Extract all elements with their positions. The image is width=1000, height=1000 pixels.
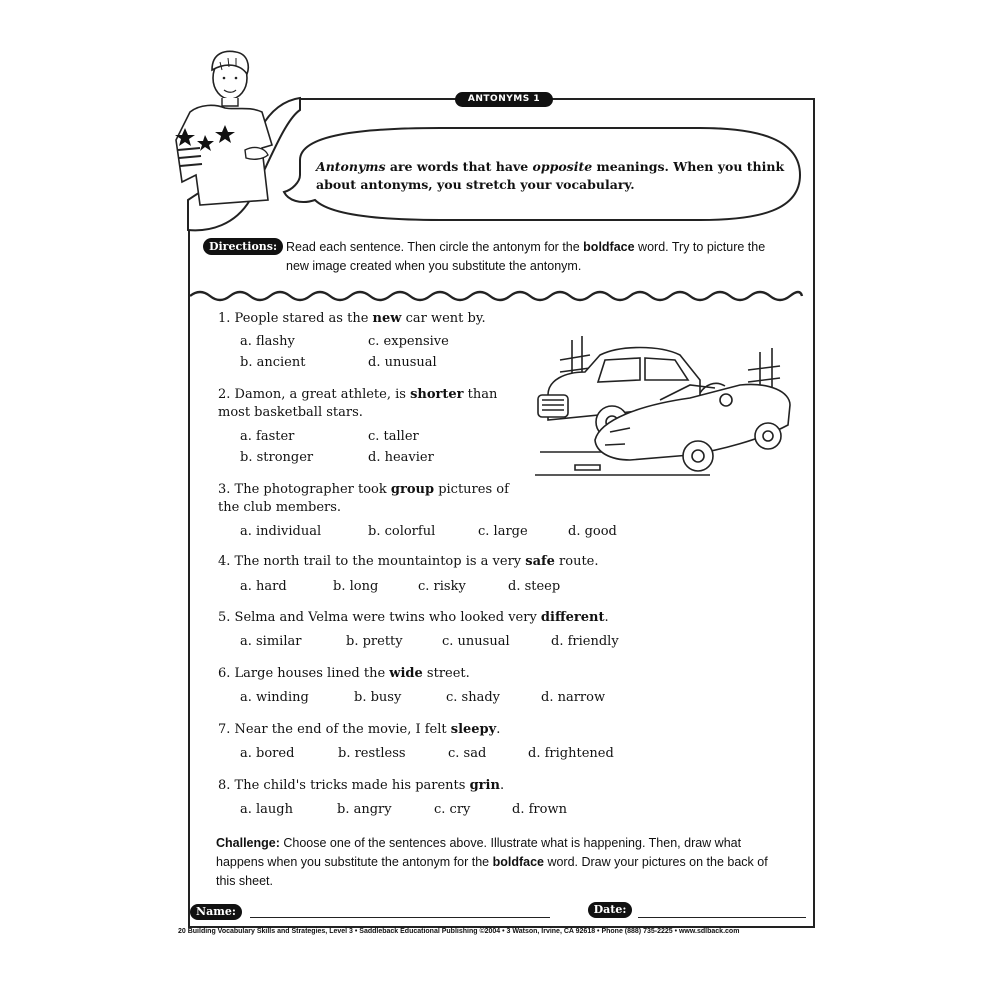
question-bold-word: grin <box>469 778 500 793</box>
question-text: The child's tricks made his parents <box>234 778 470 793</box>
question-text: Near the end of the movie, I felt <box>234 722 451 737</box>
question-number: 4. <box>218 554 231 569</box>
option-8b[interactable]: b. angry <box>337 802 392 817</box>
directions-text-a: Read each sentence. Then circle the antonym for the <box>286 240 584 254</box>
option-5d[interactable]: d. friendly <box>551 634 619 649</box>
option-7b[interactable]: b. restless <box>338 746 406 761</box>
option-3d[interactable]: d. good <box>568 524 617 539</box>
page-footer: 20 Building Vocabulary Skills and Strategies, Level 3 • Saddleback Educational Publishing ©2004 • 3 Watson, Irvine, CA 92618 • Phone (888) 735-2225 • www.sdlback.com <box>178 928 740 935</box>
option-1a[interactable]: a. flashy <box>240 334 295 349</box>
option-4c[interactable]: c. risky <box>418 579 466 594</box>
question-number: 6. <box>218 666 231 681</box>
challenge-text-a: Choose one of the sentences above. Illustrate what is happening. Then, draw what happens when you substitute the antonym for the <box>216 836 742 869</box>
question-text: The north trail to the mountaintop is a very <box>234 554 526 569</box>
option-2a[interactable]: a. faster <box>240 429 295 444</box>
question-7 <box>218 721 500 739</box>
option-8c[interactable]: c. cry <box>434 802 471 817</box>
option-5c[interactable]: c. unusual <box>442 634 510 649</box>
question-text: pictures of the club members. <box>218 482 509 515</box>
option-4d[interactable]: d. steep <box>508 579 561 594</box>
question-number: 3. <box>218 482 231 497</box>
bubble-text-2: are words that have <box>385 159 533 174</box>
question-text: Damon, a great athlete, is <box>234 387 411 402</box>
question-6 <box>218 665 470 683</box>
option-3a[interactable]: a. individual <box>240 524 322 539</box>
option-1b[interactable]: b. ancient <box>240 355 306 370</box>
option-4b[interactable]: b. long <box>333 579 379 594</box>
question-text: Large houses lined the <box>234 666 390 681</box>
question-bold-word: sleepy <box>450 722 497 737</box>
option-6b[interactable]: b. busy <box>354 690 402 705</box>
question-text: Selma and Velma were twins who looked very <box>234 610 541 625</box>
option-7d[interactable]: d. frightened <box>528 746 614 761</box>
wavy-divider <box>190 292 802 300</box>
question-number: 8. <box>218 778 231 793</box>
option-6d[interactable]: d. narrow <box>541 690 606 705</box>
question-text: . <box>604 610 609 625</box>
option-5a[interactable]: a. similar <box>240 634 302 649</box>
worksheet-title: ANTONYMS 1 <box>455 92 553 107</box>
question-bold-word: new <box>372 311 402 326</box>
bubble-text-4: meanings. When you think about antonyms, you stretch your vocabulary. <box>316 159 785 192</box>
directions-text <box>286 238 776 276</box>
challenge-text-b: word. Draw your pictures on the back of this sheet. <box>216 855 768 888</box>
question-number: 2. <box>218 387 231 402</box>
name-label: Name: <box>190 904 242 920</box>
question-bold-word: shorter <box>410 387 464 402</box>
question-text: People stared as the <box>234 311 373 326</box>
question-text: The photographer took <box>234 482 391 497</box>
option-3b[interactable]: b. colorful <box>368 524 436 539</box>
name-field[interactable] <box>250 917 550 918</box>
question-number: 7. <box>218 722 231 737</box>
challenge-bold: boldface <box>492 855 544 869</box>
option-6a[interactable]: a. winding <box>240 690 309 705</box>
option-2d[interactable]: d. heavier <box>368 450 434 465</box>
question-3 <box>218 481 518 517</box>
bubble-emphasis: opposite <box>532 159 593 174</box>
option-6c[interactable]: c. shady <box>446 690 501 705</box>
directions-label: Directions: <box>203 238 283 255</box>
option-8a[interactable]: a. laugh <box>240 802 293 817</box>
option-7c[interactable]: c. sad <box>448 746 487 761</box>
question-number: 5. <box>218 610 231 625</box>
question-bold-word: group <box>390 482 435 497</box>
question-bold-word: safe <box>525 554 555 569</box>
question-text: car went by. <box>401 311 486 326</box>
question-text: than most basketball stars. <box>218 387 498 420</box>
option-8d[interactable]: d. frown <box>512 802 567 817</box>
option-4a[interactable]: a. hard <box>240 579 287 594</box>
date-field[interactable] <box>638 917 806 918</box>
date-label: Date: <box>588 902 632 918</box>
option-2b[interactable]: b. stronger <box>240 450 314 465</box>
speech-bubble-text <box>316 158 786 194</box>
question-text: street. <box>422 666 470 681</box>
option-1d[interactable]: d. unusual <box>368 355 437 370</box>
challenge-text <box>216 834 776 891</box>
option-2c[interactable]: c. taller <box>368 429 419 444</box>
directions-bold: boldface <box>583 240 635 254</box>
question-text: . <box>499 778 505 793</box>
option-1c[interactable]: c. expensive <box>368 334 449 349</box>
question-bold-word: different <box>540 610 605 625</box>
directions-text-b: word. Try to picture the new image created when you substitute the antonym. <box>286 240 766 273</box>
question-4 <box>218 553 599 571</box>
question-text: route. <box>554 554 599 569</box>
challenge-label: Challenge: <box>216 836 280 850</box>
question-2 <box>218 386 508 422</box>
cars-illustration <box>535 335 790 475</box>
question-text: . <box>496 722 501 737</box>
option-7a[interactable]: a. bored <box>240 746 295 761</box>
question-number: 1. <box>218 311 231 326</box>
bubble-term: Antonyms <box>316 159 386 174</box>
option-3c[interactable]: c. large <box>478 524 528 539</box>
question-bold-word: wide <box>389 666 423 681</box>
question-5 <box>218 609 609 627</box>
question-1 <box>218 310 486 328</box>
option-5b[interactable]: b. pretty <box>346 634 403 649</box>
question-8 <box>218 777 504 795</box>
